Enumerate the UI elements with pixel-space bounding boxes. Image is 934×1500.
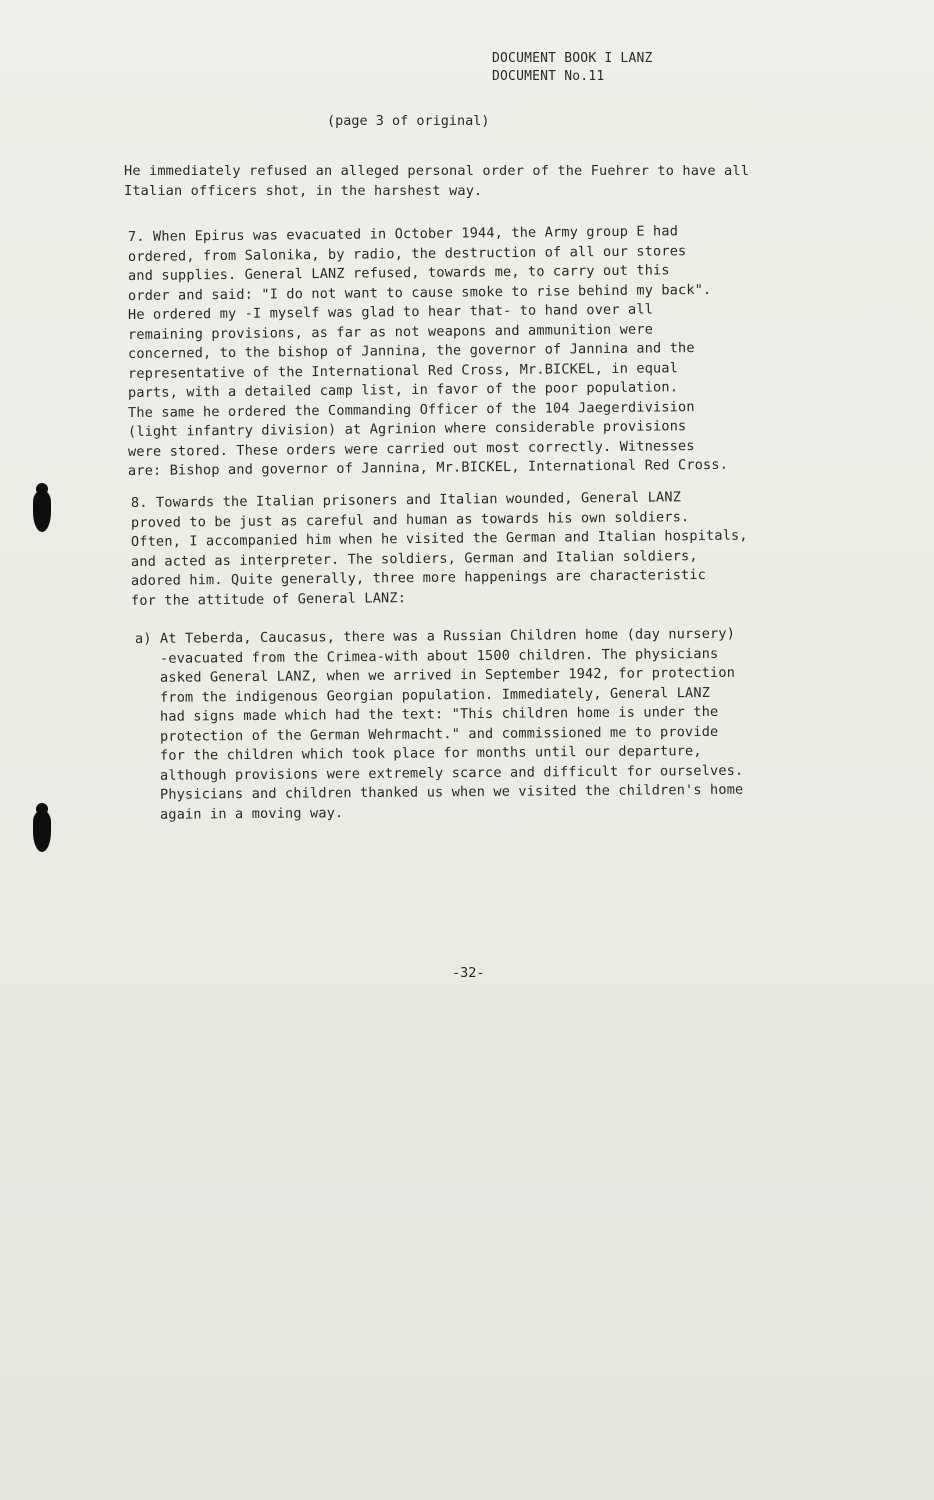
text-line: for the attitude of General LANZ: [130,589,407,609]
text-line: from the indigenous Georgian population. Immediately, General LANZ [159,684,711,706]
section-7-paragraph [127,223,729,482]
section-a-paragraph [134,625,744,825]
text-line: representative of the International Red Cross, Mr.BICKEL, in equal [127,359,679,382]
text-line: adored him. Quite generally, three more happenings are characteristic [130,566,707,589]
original-page-reference: (page 3 of original) [327,113,490,129]
document-number-label: DOCUMENT No.11 [492,69,605,84]
text-line: protection of the German Wehrmacht." and commissioned me to provide [159,723,719,745]
text-line: were stored. These orders were carried out most correctly. Witnesses [127,437,695,460]
text-line: He ordered my -I myself was glad to hear that- to hand over all [127,301,654,323]
section-8-paragraph [130,489,748,611]
text-line: remaining provisions, as far as not weapons and ammunition were [127,321,654,343]
text-line: Italian officers shot, in the harshest way. [124,182,483,199]
text-line: (light infantry division) at Agrinion where considerable provisions [127,418,687,440]
text-line: 7. When Epirus was evacuated in October 1944, the Army group E had [127,223,679,245]
text-line: order and said: "I do not want to cause smoke to rise behind my back". [127,281,712,304]
text-line: proved to be just as careful and human as towards his own soldiers. [130,508,690,531]
text-line: a) At Teberda, Caucasus, there was a Russian Children home (day nursery) [134,625,736,647]
text-line: He immediately refused an alleged personal order of the Fuehrer to have all [124,163,750,179]
text-line: ordered, from Salonika, by radio, the destruction of all our stores [127,242,687,265]
text-line: Physicians and children thanked us when we visited the children's home [159,781,744,803]
text-line: The same he ordered the Commanding Officer of the 104 Jaegerdivision [127,398,695,421]
text-line: -evacuated from the Crimea-with about 1500 children. The physicians [159,645,719,667]
text-line: had signs made which had the text: "This children home is under the [159,703,719,725]
text-line: are: Bishop and governor of Jannina, Mr.BICKEL, International Red Cross. [127,456,729,479]
document-header [492,50,653,86]
text-line: again in a moving way. [159,804,344,823]
text-line: 8. Towards the Italian prisoners and Italian wounded, General LANZ [130,489,682,511]
text-line: concerned, to the bishop of Jannina, the governor of Jannina and the [127,340,695,362]
text-line: Often, I accompanied him when he visited the German and Italian hospitals, [130,527,748,550]
text-line: asked General LANZ, when we arrived in September 1942, for protection [159,664,736,686]
punch-hole-mark [33,490,51,532]
text-line: for the children which took place for months until our departure, [159,743,702,764]
document-book-label: DOCUMENT BOOK I LANZ [492,51,653,66]
text-line: although provisions were extremely scarce and difficult for ourselves. [159,762,744,784]
text-line: parts, with a detailed camp list, in favor of the poor population. [127,379,679,401]
punch-hole-mark [33,810,51,852]
page-number: -32- [452,965,485,981]
text-line: and acted as interpreter. The soldiers, German and Italian soldiers, [130,547,698,570]
intro-paragraph [124,162,749,201]
text-line: and supplies. General LANZ refused, towards me, to carry out this [127,262,670,284]
